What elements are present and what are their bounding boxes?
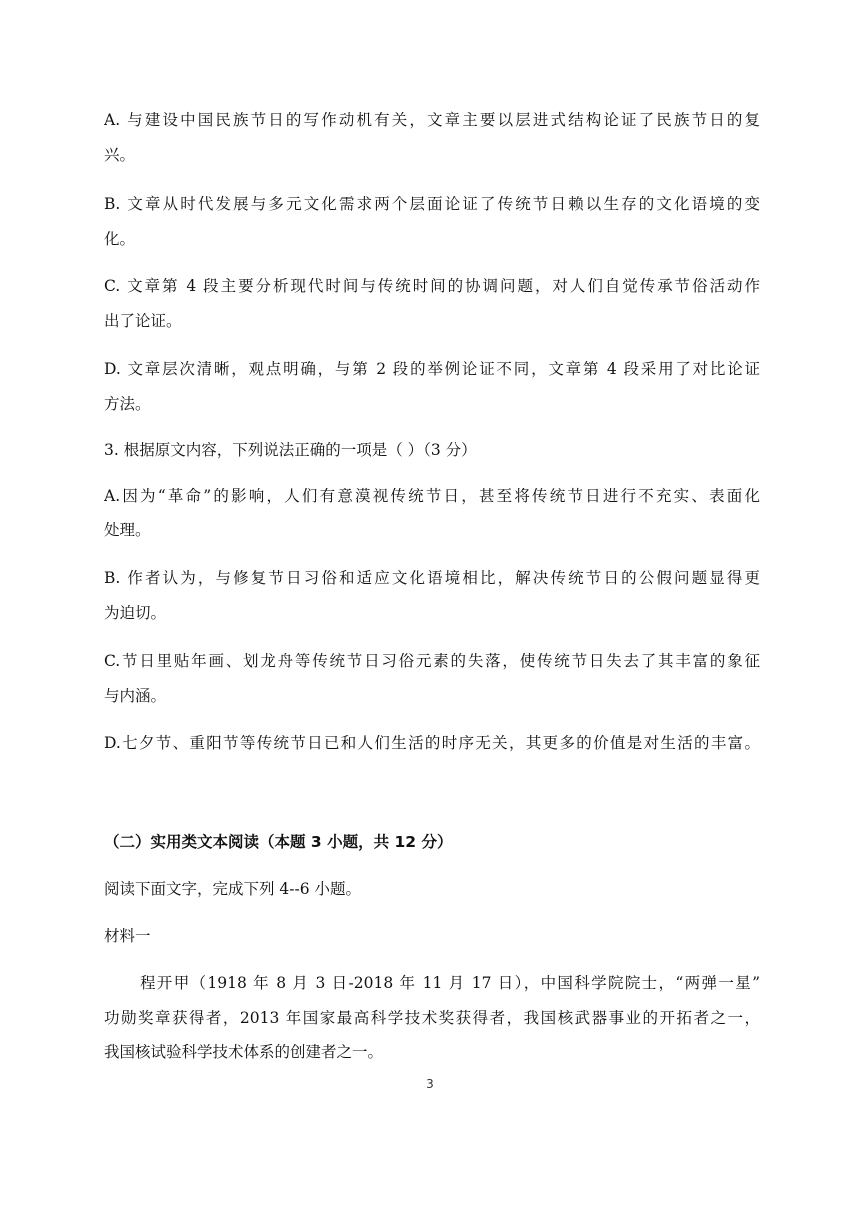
option-3d-line-1: D.七夕节、重阳节等传统节日已和人们生活的时序无关，其更多的价值是对生活的丰富。 xyxy=(104,734,760,752)
material-paragraph-line-1: 程开甲（1918 年 8 月 3 日-2018 年 11 月 17 日），中国科学院院士，“两弹一星” xyxy=(140,974,760,992)
option-3b-line-2: 为迫切。 xyxy=(104,604,167,622)
option-3a-line-1: A.因为“革命”的影响，人们有意漠视传统节日，甚至将传统节日进行不充实、表面化 xyxy=(104,487,760,505)
option-3a-line-2: 处理。 xyxy=(104,521,151,539)
material-label: 材料一 xyxy=(104,927,151,945)
option-2b-line-2: 化。 xyxy=(104,230,136,248)
material-paragraph-line-3: 我国核试验科学技术体系的创建者之一。 xyxy=(104,1043,384,1061)
option-3b-line-1: B. 作者认为，与修复节日习俗和适应文化语境相比，解决传统节日的公假问题显得更 xyxy=(104,569,760,587)
option-3c-line-2: 与内涵。 xyxy=(104,687,167,705)
question-3-stem: 3. 根据原文内容，下列说法正确的一项是（ ）（3 分） xyxy=(104,441,477,459)
option-2a-line-1: A. 与建设中国民族节日的写作动机有关，文章主要以层进式结构论证了民族节日的复 xyxy=(104,111,760,129)
option-2a-line-2: 兴。 xyxy=(104,146,136,164)
section-instruction: 阅读下面文字，完成下列 4--6 小题。 xyxy=(104,880,362,898)
option-3c-line-1: C.节日里贴年画、划龙舟等传统节日习俗元素的失落，使传统节日失去了其丰富的象征 xyxy=(104,652,760,670)
page-number: 3 xyxy=(426,1077,434,1091)
option-2d-line-2: 方法。 xyxy=(104,395,151,413)
option-2c-line-1: C. 文章第 4 段主要分析现代时间与传统时间的协调问题，对人们自觉传承节俗活动作 xyxy=(104,277,760,295)
option-2c-line-2: 出了论证。 xyxy=(104,312,182,330)
option-2d-line-1: D. 文章层次清晰，观点明确，与第 2 段的举例论证不同，文章第 4 段采用了对比论证 xyxy=(104,360,760,378)
material-paragraph-line-2: 功勋奖章获得者，2013 年国家最高科学技术奖获得者，我国核武器事业的开拓者之一， xyxy=(104,1009,760,1027)
option-2b-line-1: B. 文章从时代发展与多元文化需求两个层面论证了传统节日赖以生存的文化语境的变 xyxy=(104,195,760,213)
section-heading: （二）实用类文本阅读（本题 3 小题，共 12 分） xyxy=(104,833,453,851)
